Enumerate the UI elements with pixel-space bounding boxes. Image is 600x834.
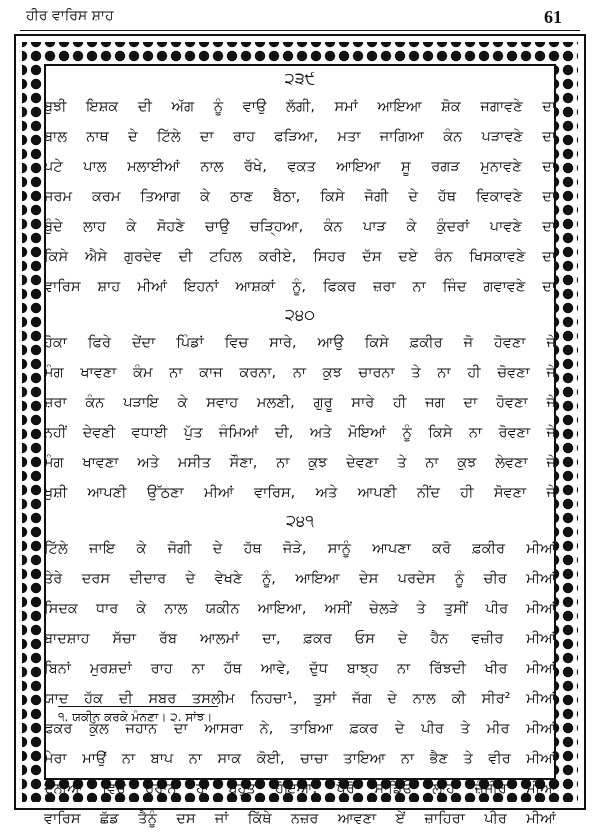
verse-line: ਹੋਕਾ ਫਿਰੇ ਦੇਂਦਾ ਪਿੰਡਾਂ ਵਿਚ ਸਾਰੇ, ਆਉ ਕਿਸੇ ਫ਼ਕੀਰ ਜੋ ਹੋਵਣਾ ਜੇ bbox=[44, 335, 556, 351]
verse-line: ਜ਼ਰਾ ਕੰਨ ਪੜਾਇ ਕੇ ਸਵਾਹ ਮਲਣੀ, ਗੁਰੂ ਸਾਰੇ ਹੀ ਜਗ ਦਾ ਹੋਵਣਾ ਜੇ bbox=[44, 395, 556, 411]
stanza-number: ੨੪੧ bbox=[286, 511, 314, 530]
verse-line: ਯਾਦ ਹੱਕ ਦੀ ਸਬਰ ਤਸਲੀਮ ਨਿਹਚਾ¹, ਤੁਸਾਂ ਜੱਗ ਦੇ ਨਾਲ ਕੀ ਸੀਰ² ਮੀਆਂ bbox=[44, 691, 556, 707]
verse-line: ਸਿਦਕ ਧਾਰ ਕੇ ਨਾਲ ਯਕੀਨ ਆਇਆ, ਅਸੀਂ ਚੇਲੜੇ ਤੇ ਤੁਸੀਂ ਪੀਰ ਮੀਆਂ bbox=[44, 601, 556, 617]
verse-line: ਮੰਗ ਖਾਵਣਾ ਕੰਮ ਨਾ ਕਾਜ ਕਰਨਾ, ਨਾ ਕੁਝ ਚਾਰਨਾ ਤੇ ਨਾ ਹੀ ਚੋਵਣਾ ਜੇ bbox=[44, 365, 556, 381]
verse-line: ਬੁੰਦੇ ਲਾਹ ਕੇ ਸੋਹਣੇ ਚਾਉ ਚੜ੍ਹਿਆ, ਕੰਨ ਪਾੜ ਕੇ ਕੁੰਦਰਾਂ ਪਾਵਣੇ ਦਾ bbox=[44, 219, 556, 235]
verse-line: ਮੇਰਾ ਮਾਉਂ ਨਾ ਬਾਪ ਨਾ ਸਾਕ ਕੋਈ, ਚਾਚਾ ਤਾਇਆ ਨਾ ਭੈਣ ਤੇ ਵੀਰ ਮੀਆਂ bbox=[44, 751, 556, 767]
verse-line: ਤੇਰੇ ਦਰਸ ਦੀਦਾਰ ਦੇ ਵੇਖਣੇ ਨੂੰ, ਆਇਆ ਦੇਸ ਪਰਦੇਸ ਨੂੰ ਚੀਰ ਮੀਆਂ bbox=[44, 571, 556, 587]
verse-line: ਵਾਰਿਸ ਛੱਡ ਤੈਨੂੰ ਦਸ ਜਾਂ ਕਿੱਥੇ ਨਜ਼ਰ ਆਵਣਾ ਏਂ ਜ਼ਾਹਿਰਾ ਪੀਰ ਮੀਆਂ bbox=[44, 811, 556, 827]
footnotes bbox=[58, 706, 278, 725]
page-number: 61 bbox=[544, 7, 562, 27]
verse-line: ਦੁਨੀਆਂ ਵਿਚ ਹੈਰਾਨ ਹਾਂ ਬਹੁਤ ਹੋਇਆ, ਪੈਰੋਂ ਸਾਡਿਓਂ ਲਾਹ ਜ਼ੰਜੀਰ ਮੀਆਂ bbox=[44, 781, 556, 797]
header-divider bbox=[20, 30, 580, 31]
verse-line: ਵਾਰਿਸ ਸ਼ਾਹ ਮੀਆਂ ਇਹਨਾਂ ਆਸ਼ਕਾਂ ਨੂੰ, ਫਿਕਰ ਜ਼ਰਾ ਨਾ ਜਿੰਦ ਗਵਾਵਣੇ ਦਾ bbox=[44, 279, 556, 295]
verse-line: ਬਾਲ ਨਾਥ ਦੇ ਟਿੱਲੇ ਦਾ ਰਾਹ ਫੜਿਆ, ਮਤਾ ਜਾਗਿਆ ਕੰਨ ਪੜਾਵਣੇ ਦਾ bbox=[44, 129, 556, 145]
verse-line: ਕਿਸੇ ਐਸੇ ਗੁਰਦੇਵ ਦੀ ਟਹਿਲ ਕਰੀਏ, ਸਿਹਰ ਦੱਸ ਦਏ ਰੰਨ ਖਿਸਕਾਵਣੇ ਦਾ bbox=[44, 249, 556, 265]
stanza-number: ੨੪੦ bbox=[285, 305, 315, 324]
verse-line: ਬਿਨਾਂ ਮੁਰਸ਼ਦਾਂ ਰਾਹ ਨਾ ਹੱਥ ਆਵੇ, ਦੁੱਧ ਬਾਝ੍ਹ ਨਾ ਰਿੱਝਦੀ ਖੀਰ ਮੀਆਂ bbox=[44, 661, 556, 677]
page-header bbox=[20, 4, 580, 30]
verse-line: ਖੁਸ਼ੀ ਆਪਣੀ ਉੱਠਣਾ ਮੀਆਂ ਵਾਰਿਸ, ਅਤੇ ਆਪਣੀ ਨੀਂਦ ਹੀ ਸੋਵਣਾ ਜੇ bbox=[44, 485, 556, 501]
verse-line: ਫ਼ਕਰ ਕੁੱਲ ਜਹਾਨ ਦਾ ਆਸਰਾ ਨੇ, ਤਾਬਿਆ ਫ਼ਕਰ ਦੇ ਪੀਰ ਤੇ ਮੀਰ ਮੀਆਂ bbox=[44, 721, 556, 737]
verse-line: ਟਿੱਲੇ ਜਾਇ ਕੇ ਜੋਗੀ ਦੇ ਹੱਥ ਜੋੜੇ, ਸਾਨੂੰ ਆਪਣਾ ਕਰੋ ਫ਼ਕੀਰ ਮੀਆਂ bbox=[44, 541, 556, 557]
footnote-rule bbox=[58, 706, 218, 707]
verse-line: ਬਾਦਸ਼ਾਹ ਸੱਚਾ ਰੱਬ ਆਲਮਾਂ ਦਾ, ਫ਼ਕਰ ਓਸ ਦੇ ਹੈਨ ਵਜ਼ੀਰ ਮੀਆਂ bbox=[44, 631, 556, 647]
verse-line: ਪਟੇ ਪਾਲ ਮਲਾਈਆਂ ਨਾਲ ਰੱਖੇ, ਵਕਤ ਆਇਆ ਸੂ ਰਗੜ ਮੁਨਾਵਣੇ ਦਾ bbox=[44, 159, 556, 175]
book-title: ਹੀਰ ਵਾਰਿਸ ਸ਼ਾਹ bbox=[26, 8, 114, 24]
verse-line: ਮੰਗ ਖਾਵਣਾ ਅਤੇ ਮਸੀਤ ਸੌਣਾ, ਨਾ ਕੁਝ ਦੇਵਣਾ ਤੇ ਨਾ ਕੁਝ ਲੇਵਣਾ ਜੇ bbox=[44, 455, 556, 471]
verse-line: ਜਰਮ ਕਰਮ ਤਿਆਗ ਕੇ ਠਾਣ ਬੈਠਾ, ਕਿਸੇ ਜੋਗੀ ਦੇ ਹੱਥ ਵਿਕਾਵਣੇ ਦਾ bbox=[44, 189, 556, 205]
footnote-text: ੧. ਯਕੀਨ ਕਰਕੇ ਮੰਨਣਾ। ੨. ਸਾਂਝ। bbox=[58, 710, 213, 724]
verse-line: ਨਹੀਂ ਦੇਵਣੀ ਵਧਾਈ ਪੁੱਤ ਜੰਮਿਆਂ ਦੀ, ਅਤੇ ਮੋਇਆਂ ਨੂੰ ਕਿਸੇ ਨਾ ਰੋਵਣਾ ਜੇ bbox=[44, 425, 556, 441]
stanza-number: ੨੩੯ bbox=[284, 69, 316, 88]
verse-line: ਬੁਝੀ ਇਸ਼ਕ ਦੀ ਅੱਗ ਨੂੰ ਵਾਉ ਲੱਗੀ, ਸਮਾਂ ਆਇਆ ਸ਼ੋਕ ਜਗਾਵਣੇ ਦਾ bbox=[44, 99, 556, 115]
